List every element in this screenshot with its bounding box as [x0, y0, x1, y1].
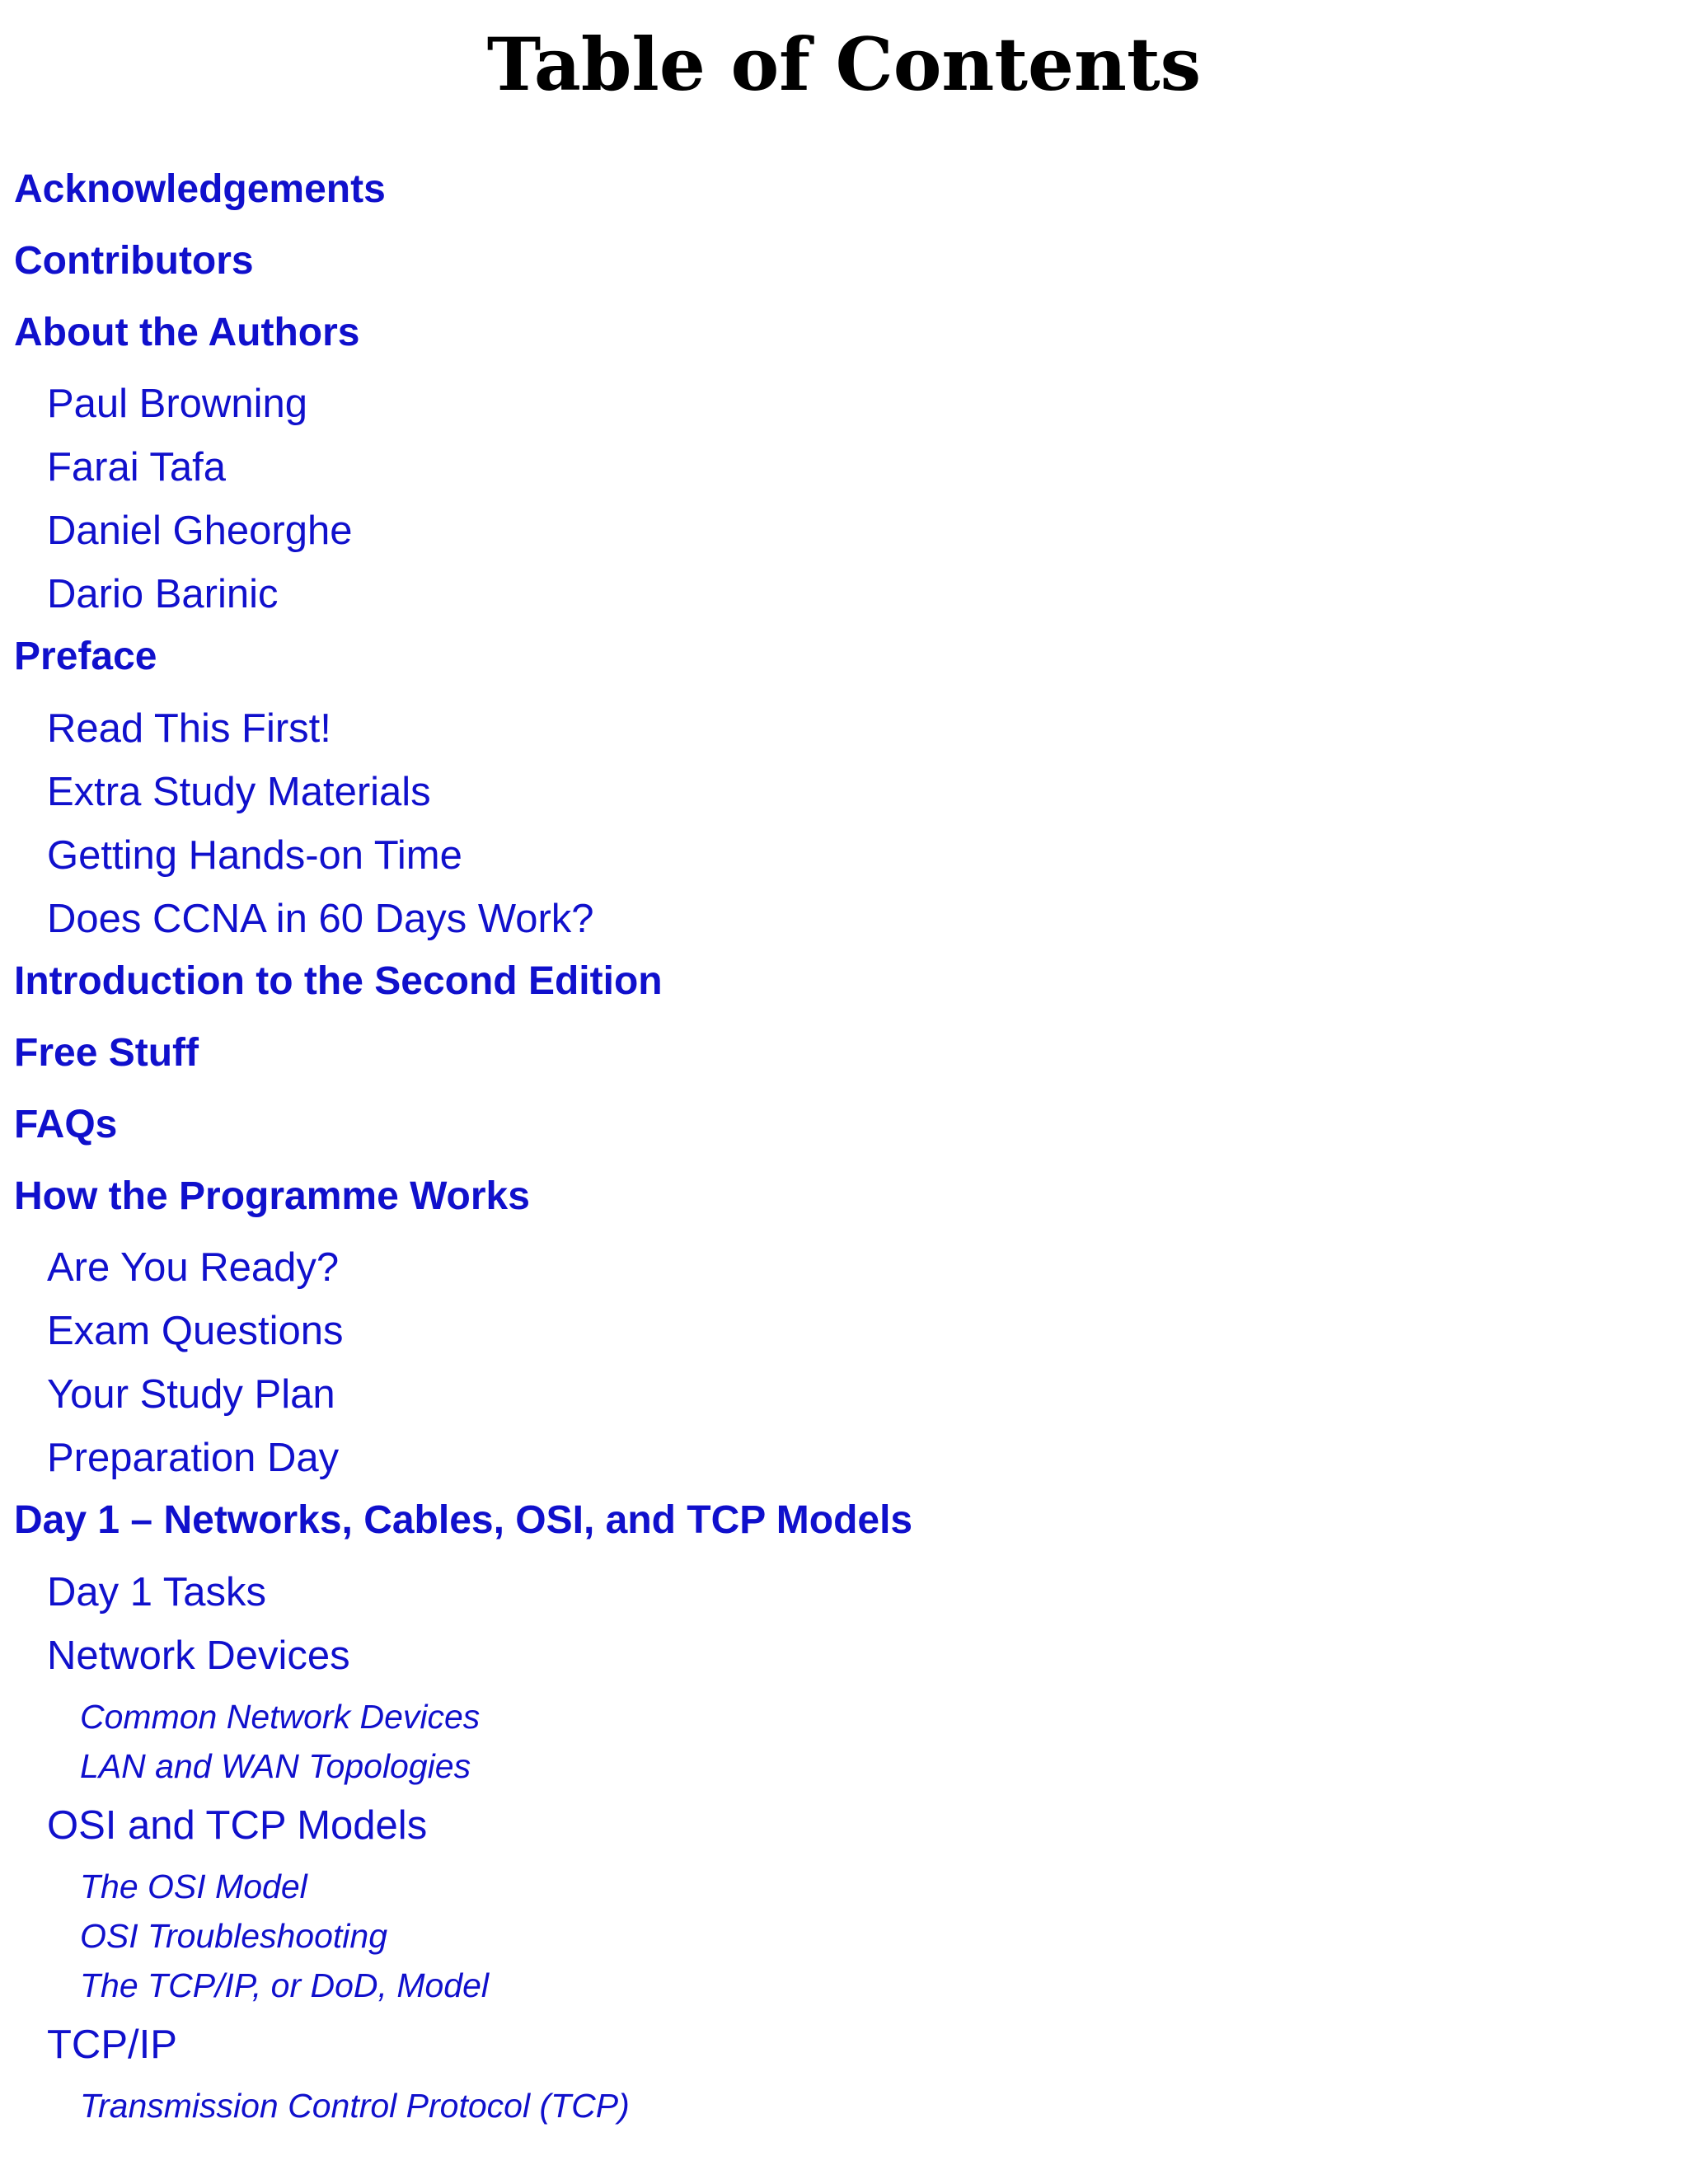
toc-entry-level-2[interactable]: Extra Study Materials — [47, 770, 431, 814]
toc-entry-level-3[interactable]: The OSI Model — [80, 1868, 307, 1905]
toc-entry-level-1[interactable]: Preface — [14, 635, 157, 678]
toc-entry-level-1[interactable]: Introduction to the Second Edition — [14, 959, 663, 1003]
toc-entry-level-1[interactable]: FAQs — [14, 1103, 118, 1146]
toc-entry-level-2[interactable]: OSI and TCP Models — [47, 1803, 428, 1848]
toc-entry-level-1[interactable]: Contributors — [14, 239, 254, 283]
toc-entry-level-3[interactable]: Transmission Control Protocol (TCP) — [80, 2087, 630, 2125]
toc-entry-level-1[interactable]: Acknowledgements — [14, 167, 386, 211]
toc-entry-level-2[interactable]: Day 1 Tasks — [47, 1570, 266, 1615]
toc-entry-level-3[interactable]: LAN and WAN Topologies — [80, 1747, 471, 1785]
page-title: Table of Contents — [486, 21, 1202, 107]
toc-entry-level-2[interactable]: Farai Tafa — [47, 445, 226, 490]
toc-entry-level-2[interactable]: Network Devices — [47, 1633, 350, 1678]
toc-entry-level-2[interactable]: Read This First! — [47, 706, 331, 751]
toc-entry-level-2[interactable]: Paul Browning — [47, 382, 307, 426]
toc-entry-level-1[interactable]: How the Programme Works — [14, 1174, 530, 1218]
toc-entry-level-3[interactable]: Common Network Devices — [80, 1698, 481, 1736]
toc-entry-level-1[interactable]: About the Authors — [14, 311, 360, 354]
toc-entry-level-2[interactable]: Dario Barinic — [47, 572, 279, 616]
toc-entry-level-2[interactable]: Getting Hands-on Time — [47, 833, 462, 878]
toc-entry-level-1[interactable]: Free Stuff — [14, 1031, 199, 1075]
toc-entry-level-2[interactable]: Your Study Plan — [47, 1372, 335, 1417]
toc-entry-level-2[interactable]: Are You Ready? — [47, 1245, 340, 1290]
toc-entry-level-2[interactable]: TCP/IP — [47, 2022, 177, 2067]
toc-entry-level-2[interactable]: Daniel Gheorghe — [47, 509, 353, 553]
toc-entry-level-3[interactable]: OSI Troubleshooting — [80, 1917, 388, 1955]
toc-entry-level-2[interactable]: Exam Questions — [47, 1309, 344, 1353]
toc-entry-level-3[interactable]: The TCP/IP, or DoD, Model — [80, 1966, 489, 2004]
toc-entry-level-1[interactable]: Day 1 – Networks, Cables, OSI, and TCP Models — [14, 1498, 913, 1542]
toc-entry-level-2[interactable]: Does CCNA in 60 Days Work? — [47, 897, 594, 941]
toc-entry-level-2[interactable]: Preparation Day — [47, 1436, 340, 1480]
